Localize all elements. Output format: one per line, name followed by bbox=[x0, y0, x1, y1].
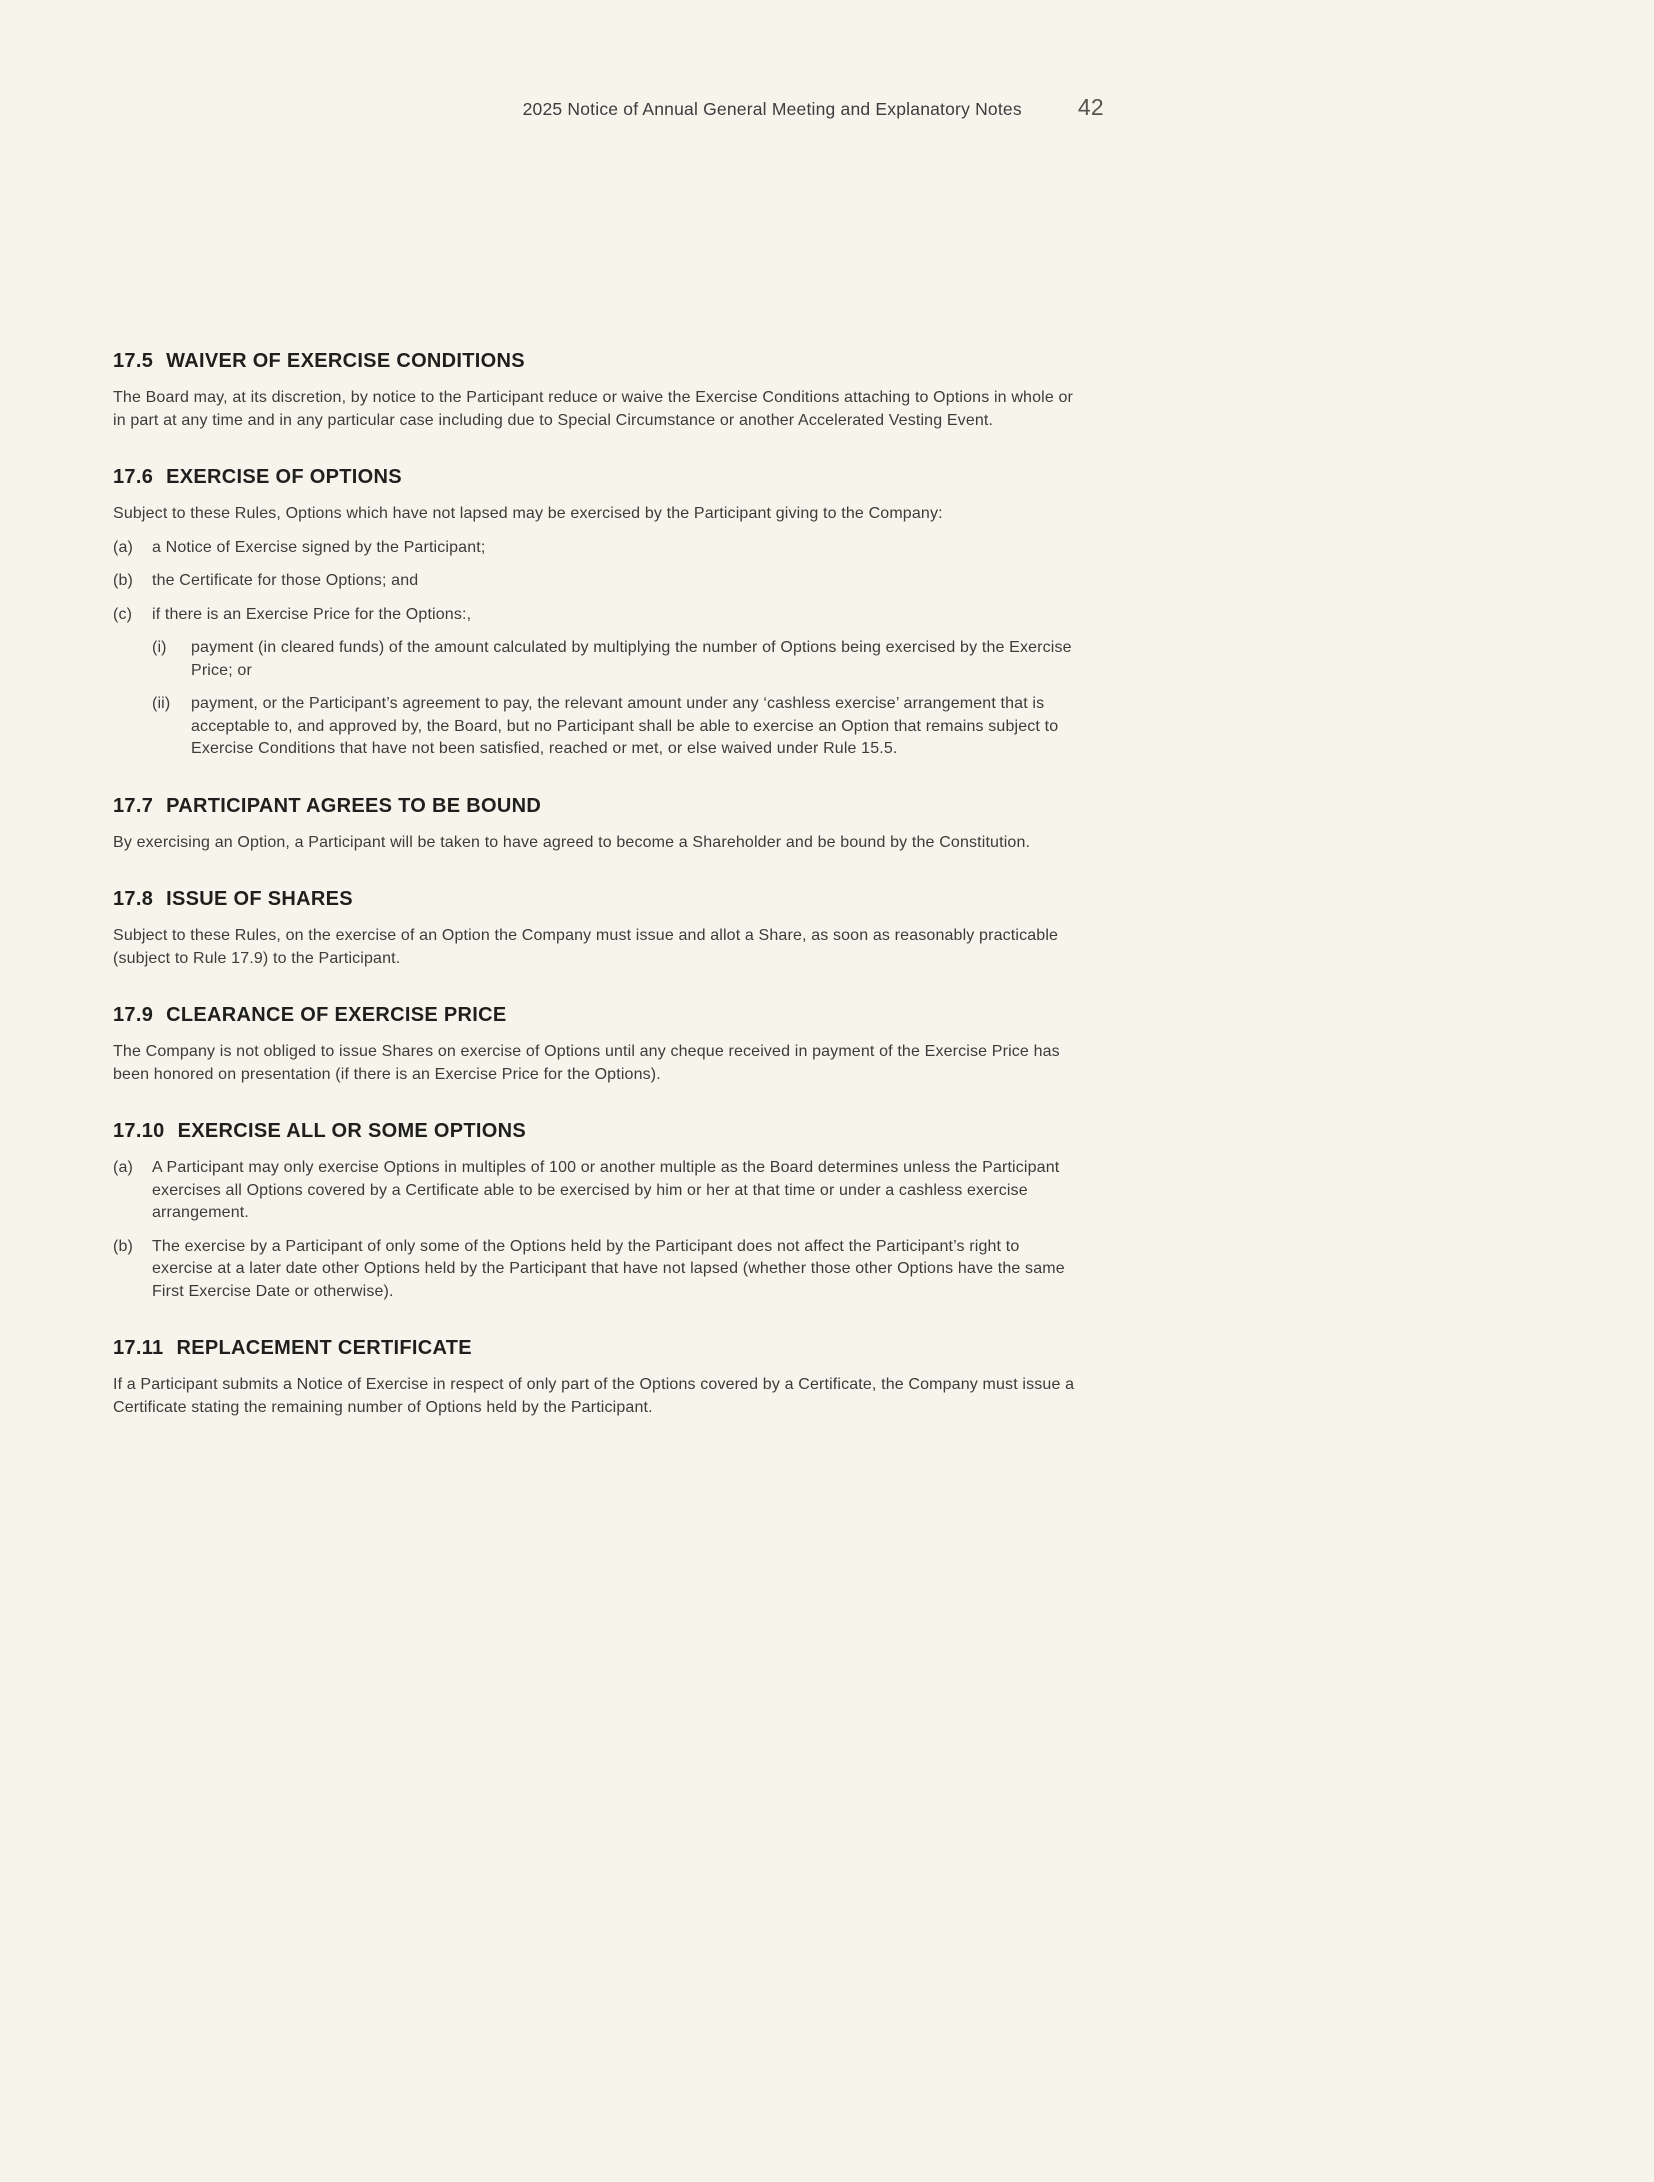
section-heading bbox=[113, 794, 1080, 818]
section-heading bbox=[113, 1336, 1080, 1360]
sub-list-item bbox=[113, 637, 1080, 682]
section-heading bbox=[113, 887, 1080, 911]
paragraph: The Company is not obliged to issue Shares on exercise of Options until any cheque received in payment of the Exercise Price has been honored on presentation (if there is an Exercise Price for the Options). bbox=[113, 1043, 1060, 1083]
list-item-text: The exercise by a Participant of only some of the Options held by the Participant does not affect the Participant’s right to exercise at a later date other Options held by the Participant that have not lapsed (whether those other Options have the same First Exercise Date or otherwise). bbox=[152, 1237, 1065, 1300]
document-body bbox=[113, 121, 1080, 1419]
list-marker: (ii) bbox=[152, 695, 171, 712]
list-item-text: a Notice of Exercise signed by the Participant; bbox=[152, 538, 486, 556]
section-number: 17.11 bbox=[113, 1337, 164, 1359]
document-section bbox=[113, 887, 1080, 970]
section-title: EXERCISE OF OPTIONS bbox=[166, 466, 402, 488]
section-heading bbox=[113, 1003, 1080, 1027]
paragraph: The Board may, at its discretion, by notice to the Participant reduce or waive the Exercise Conditions attaching to Options in whole or in part at any time and in any particular case including due to Special Circumstance or another Accelerated Vesting Event. bbox=[113, 389, 1073, 429]
list-marker: (a) bbox=[113, 1159, 134, 1176]
section-number: 17.10 bbox=[113, 1120, 165, 1142]
section-title: WAIVER OF EXERCISE CONDITIONS bbox=[166, 350, 525, 372]
section-title: CLEARANCE OF EXERCISE PRICE bbox=[166, 1004, 507, 1026]
section-title: EXERCISE ALL OR SOME OPTIONS bbox=[177, 1120, 527, 1142]
list-item bbox=[113, 1236, 1080, 1304]
section-number: 17.9 bbox=[113, 1004, 154, 1026]
document-section bbox=[113, 1336, 1080, 1419]
section-heading bbox=[113, 349, 1080, 373]
sub-list-item bbox=[113, 693, 1080, 761]
document-section bbox=[113, 465, 1080, 761]
document-section bbox=[113, 794, 1080, 855]
list-item-text: payment (in cleared funds) of the amount calculated by multiplying the number of Options being exercised by the Exercise Price; or bbox=[191, 639, 1072, 679]
section-number: 17.7 bbox=[113, 794, 154, 817]
list-item bbox=[113, 1157, 1080, 1225]
section-number: 17.6 bbox=[113, 466, 154, 488]
paragraph: Subject to these Rules, on the exercise of an Option the Company must issue and allot a Share, as soon as reasonably practicable (subject to Rule 17.9) to the Participant. bbox=[113, 927, 1059, 967]
list-marker: (a) bbox=[113, 538, 134, 556]
page-header bbox=[113, 0, 1104, 121]
header-title: 2025 Notice of Annual General Meeting and Explanatory Notes bbox=[522, 99, 1022, 119]
document-section bbox=[113, 1119, 1080, 1303]
list-marker: (i) bbox=[152, 639, 167, 656]
list-item bbox=[113, 604, 1080, 627]
list-marker: (b) bbox=[113, 1237, 134, 1255]
section-heading bbox=[113, 465, 1080, 489]
list-item-text: if there is an Exercise Price for the Options:, bbox=[152, 605, 472, 623]
paragraph: Subject to these Rules, Options which have not lapsed may be exercised by the Participant giving to the Company: bbox=[113, 505, 943, 522]
list-marker: (b) bbox=[113, 572, 134, 589]
document-section bbox=[113, 349, 1080, 432]
list-item bbox=[113, 570, 1080, 593]
list-marker: (c) bbox=[113, 605, 133, 623]
list-item-text: payment, or the Participant’s agreement to pay, the relevant amount under any ‘cashless exercise’ arrangement that is acceptable to, and approved by, the Board, but no Participant shall be able to exercise an Option that remains subject to Exercise Conditions that have not been satisfied, reached or met, or else waived under Rule 15.5. bbox=[191, 695, 1059, 757]
list-item bbox=[113, 537, 1080, 560]
list-item-text: the Certificate for those Options; and bbox=[152, 572, 419, 589]
document-section bbox=[113, 1003, 1080, 1086]
list-item-text: A Participant may only exercise Options in multiples of 100 or another multiple as the Board determines unless the Participant exercises all Options covered by a Certificate able to be exercised by him or her at that time or under a cashless exercise arrangement. bbox=[152, 1159, 1060, 1221]
section-title: ISSUE OF SHARES bbox=[166, 888, 353, 910]
section-title: PARTICIPANT AGREES TO BE BOUND bbox=[166, 794, 542, 817]
section-title: REPLACEMENT CERTIFICATE bbox=[176, 1337, 472, 1359]
section-number: 17.8 bbox=[113, 888, 154, 910]
section-heading bbox=[113, 1119, 1080, 1143]
page-number: 42 bbox=[1077, 94, 1104, 120]
paragraph: By exercising an Option, a Participant will be taken to have agreed to become a Shareholder and be bound by the Constitution. bbox=[113, 833, 1031, 851]
paragraph: If a Participant submits a Notice of Exercise in respect of only part of the Options covered by a Certificate, the Company must issue a Certificate stating the remaining number of Options held by the Participant. bbox=[113, 1376, 1075, 1416]
section-number: 17.5 bbox=[113, 350, 154, 372]
